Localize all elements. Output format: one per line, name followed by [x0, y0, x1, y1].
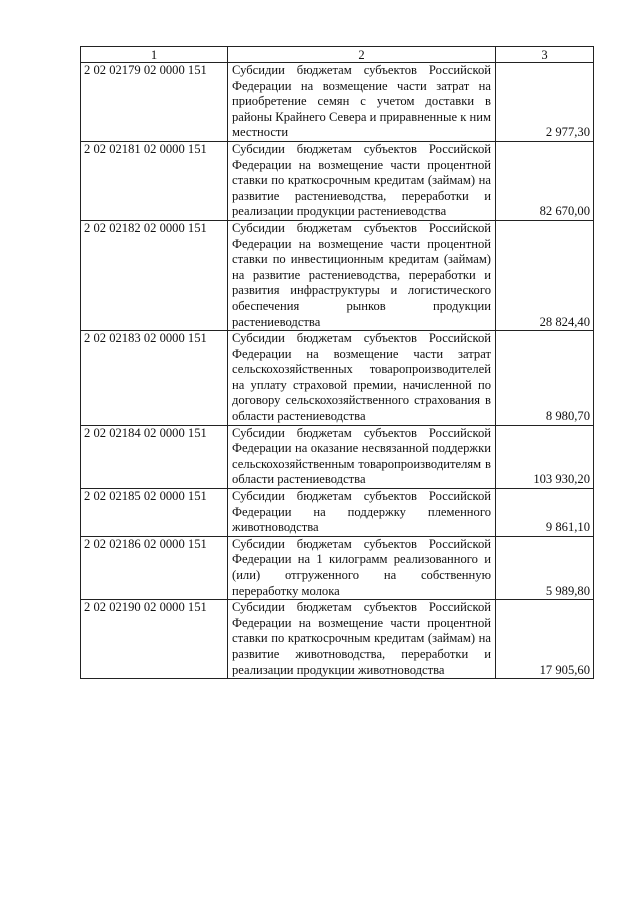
- amount-value: 8 980,70: [496, 331, 594, 426]
- subsidy-description: Субсидии бюджетам субъектов Российской Федерации на оказание несвязанной поддержки сельскохозяйственным товаропроизводителям в области растениеводства: [228, 425, 496, 488]
- budget-table-body: [81, 47, 594, 679]
- subsidy-description: Субсидии бюджетам субъектов Российской Федерации на возмещение части затрат сельскохозяйственных товаропроизводителей на уплату страховой премии, начисленной по договору сельскохозяйственного страхования в области растениеводства: [228, 331, 496, 426]
- budget-code: 2 02 02181 02 0000 151: [81, 141, 228, 220]
- table-row: [81, 141, 594, 220]
- budget-code: 2 02 02182 02 0000 151: [81, 220, 228, 330]
- table-row: [81, 63, 594, 142]
- budget-code: 2 02 02190 02 0000 151: [81, 600, 228, 679]
- budget-table: [80, 46, 594, 679]
- subsidy-description: Субсидии бюджетам субъектов Российской Федерации на возмещение части процентной ставки по краткосрочным кредитам (займам) на развитие растениеводства, переработки и реализации продукции растениеводства: [228, 141, 496, 220]
- column-number-1: 1: [81, 47, 228, 63]
- subsidy-description: Субсидии бюджетам субъектов Российской Федерации на поддержку племенного животноводства: [228, 489, 496, 537]
- amount-value: 9 861,10: [496, 489, 594, 537]
- table-row: [81, 600, 594, 679]
- column-number-2: 2: [228, 47, 496, 63]
- table-row: [81, 331, 594, 426]
- amount-value: 5 989,80: [496, 536, 594, 599]
- table-row: [81, 425, 594, 488]
- table-row: [81, 220, 594, 330]
- budget-code: 2 02 02186 02 0000 151: [81, 536, 228, 599]
- subsidy-description: Субсидии бюджетам субъектов Российской Федерации на 1 килограмм реализованного и (или) отгруженного на собственную переработку молока: [228, 536, 496, 599]
- budget-code: 2 02 02184 02 0000 151: [81, 425, 228, 488]
- table-row: [81, 489, 594, 537]
- amount-value: 82 670,00: [496, 141, 594, 220]
- budget-code: 2 02 02183 02 0000 151: [81, 331, 228, 426]
- table-row: [81, 536, 594, 599]
- amount-value: 103 930,20: [496, 425, 594, 488]
- subsidy-description: Субсидии бюджетам субъектов Российской Федерации на возмещение части затрат на приобретение семян с учетом доставки в районы Крайнего Севера и приравненные к ним местности: [228, 63, 496, 142]
- amount-value: 2 977,30: [496, 63, 594, 142]
- budget-code: 2 02 02179 02 0000 151: [81, 63, 228, 142]
- column-number-3: 3: [496, 47, 594, 63]
- subsidy-description: Субсидии бюджетам субъектов Российской Федерации на возмещение части процентной ставки по инвестиционным кредитам (займам) на развитие растениеводства, переработки и развития инфраструктуры и логистического обеспечения рынков продукции растениеводства: [228, 220, 496, 330]
- amount-value: 17 905,60: [496, 600, 594, 679]
- budget-code: 2 02 02185 02 0000 151: [81, 489, 228, 537]
- subsidy-description: Субсидии бюджетам субъектов Российской Федерации на возмещение части процентной ставки по краткосрочным кредитам (займам) на развитие животноводства, переработки и реализации продукции животноводства: [228, 600, 496, 679]
- amount-value: 28 824,40: [496, 220, 594, 330]
- column-number-row: [81, 47, 594, 63]
